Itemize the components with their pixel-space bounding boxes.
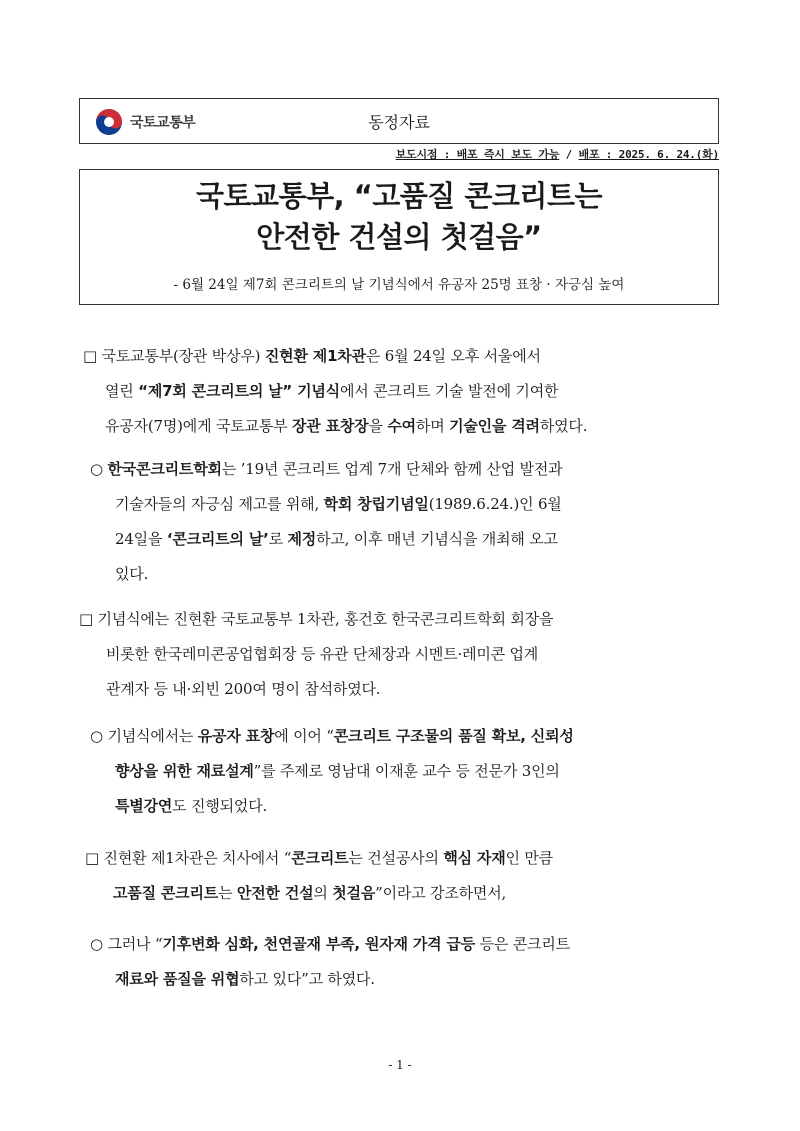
paragraph-2-line-3: 24일을 ‘콘크리트의 날’로 제정하고, 이후 매년 기념식을 개최해 오고: [115, 530, 558, 548]
logo-text: 국토교통부: [130, 115, 196, 131]
release-separator: /: [559, 148, 579, 161]
paragraph-4-line-3: 특별강연도 진행되었다.: [115, 797, 268, 815]
header-box: [79, 98, 719, 144]
paragraph-4-line-2: 향상을 위한 재료설계”를 주제로 영남대 이재훈 교수 등 전문가 3인의: [115, 762, 560, 780]
paragraph-3: [79, 602, 733, 707]
paragraph-2: [90, 452, 733, 592]
title-box: [79, 169, 719, 305]
headline: [80, 176, 718, 258]
paragraph-1-line-1: □ 국토교통부(장관 박상우) 진현환 제1차관은 6월 24일 오후 서울에서: [83, 347, 541, 365]
paragraph-2-line-4: 있다.: [115, 565, 149, 583]
paragraph-5-line-2: 고품질 콘크리트는 안전한 건설의 첫걸음”이라고 강조하면서,: [113, 884, 507, 902]
release-time: 보도시점 : 배포 즉시 보도 가능: [395, 148, 560, 161]
paragraph-1-line-2: 열린 “제7회 콘크리트의 날” 기념식에서 콘크리트 기술 발전에 기여한: [105, 382, 559, 400]
paragraph-1: [83, 339, 733, 444]
paragraph-5: [85, 841, 733, 911]
paragraph-3-line-3: 관계자 등 내·외빈 200여 명이 참석하였다.: [106, 680, 381, 698]
paragraph-6-line-2: 재료와 품질을 위협하고 있다”고 하였다.: [115, 970, 375, 988]
paragraph-1-line-3: 유공자(7명)에게 국토교통부 장관 표창장을 수여하며 기술인을 격려하였다.: [105, 417, 588, 435]
subheadline: - 6월 24일 제7회 콘크리트의 날 기념식에서 유공자 25명 표창 · 자긍심 높여: [173, 277, 625, 293]
page-number: - 1 -: [388, 1058, 412, 1072]
paragraph-3-line-2: 비롯한 한국레미콘공업협회장 등 유관 단체장과 시멘트·레미콘 업계: [106, 645, 539, 663]
headline-line-1: 국토교통부, “고품질 콘크리트는: [196, 179, 602, 213]
paragraph-2-line-2: 기술자들의 자긍심 제고를 위해, 학회 창립기념일(1989.6.24.)인 6월: [115, 495, 562, 513]
paragraph-4: [90, 719, 733, 824]
paragraph-3-line-1: □ 기념식에는 진현환 국토교통부 1차관, 홍건호 한국콘크리트학회 회장을: [79, 610, 554, 628]
headline-line-2: 안전한 건설의 첫걸음”: [256, 220, 542, 254]
paragraph-6: [90, 927, 733, 997]
paragraph-6-line-1: ○ 그러나 “기후변화 심화, 천연골재 부족, 원자재 가격 급등 등은 콘크리트: [90, 935, 570, 953]
release-distribution: 배포 : 2025. 6. 24.(화): [578, 148, 719, 161]
paragraph-4-line-1: ○ 기념식에서는 유공자 표창에 이어 “콘크리트 구조물의 품질 확보, 신뢰성: [90, 727, 574, 745]
document-type: 동정자료: [368, 113, 430, 132]
release-info: [79, 146, 719, 162]
paragraph-5-line-1: □ 진현환 제1차관은 치사에서 “콘크리트는 건설공사의 핵심 자재인 만큼: [85, 849, 553, 867]
paragraph-2-line-1: ○ 한국콘크리트학회는 ’19년 콘크리트 업계 7개 단체와 함께 산업 발전과: [90, 460, 563, 478]
